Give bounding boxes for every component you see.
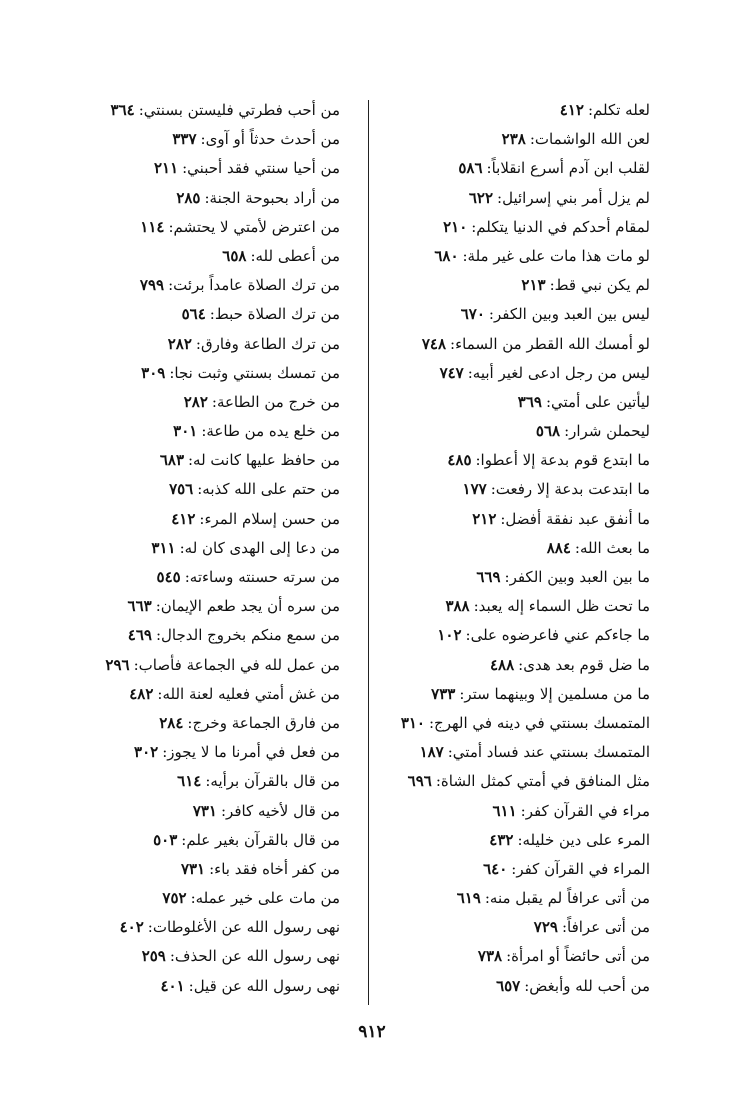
entry-text: من حتم على الله كذبه: (197, 480, 340, 499)
index-entry (395, 709, 650, 738)
index-entry (95, 621, 340, 650)
index-entry (395, 621, 650, 650)
index-entry (95, 242, 340, 271)
entry-text: من أتى حائضاً أو امرأة: (506, 947, 650, 966)
entry-text: ليحملن شرار: (564, 422, 650, 441)
entry-text: مثل المنافق في أمتي كمثل الشاة: (435, 772, 650, 791)
entry-page-number: ٤٨٢ (129, 684, 154, 703)
entry-page-number: ٦٩٦ (407, 772, 432, 791)
entry-text: ما بين العبد وبين الكفر: (504, 568, 650, 586)
column-divider (368, 100, 369, 1005)
entry-page-number: ٧٣١ (180, 859, 206, 878)
entry-page-number: ١١٤ (140, 217, 165, 236)
index-entry (395, 884, 650, 913)
entry-page-number: ٧٤٧ (439, 363, 464, 382)
entry-text: من ترك الصلاة عامداً برئت: (168, 276, 340, 295)
index-entry (95, 300, 340, 329)
entry-text: من مات على خير عمله: (190, 889, 340, 908)
index-entry (395, 417, 650, 446)
entry-page-number: ٧٩٩ (139, 276, 165, 295)
index-entry (95, 767, 340, 796)
index-entry (95, 855, 340, 884)
entry-text: من قال بالقرآن برأيه: (205, 772, 340, 791)
index-entry (95, 154, 340, 183)
index-entry (395, 534, 650, 563)
entry-text: من فارق الجماعة وخرج: (187, 713, 340, 732)
index-entry (95, 446, 340, 475)
entry-text: لو أمسك الله القطر من السماء: (450, 334, 650, 353)
index-entry (395, 797, 650, 826)
index-entry (95, 680, 340, 709)
entry-page-number: ٣٣٧ (172, 130, 197, 149)
entry-text: من خرج من الطاعة: (211, 392, 340, 411)
entry-text: ما جاءكم عني فاعرضوه على: (465, 626, 650, 645)
entry-text: من أتى عرافاً: (561, 918, 650, 937)
index-entry (95, 884, 340, 913)
entry-text: من أحيا سنتي فقد أحبني: (182, 159, 340, 178)
entry-text: ما تحت ظل السماء إله يعبد: (473, 597, 650, 616)
entry-text: من ترك الصلاة حبط: (209, 305, 340, 324)
entry-page-number: ٤٣٢ (489, 830, 514, 849)
entry-text: لمقام أحدكم في الدنيا يتكلم: (471, 217, 650, 236)
index-entry (95, 826, 340, 855)
entry-page-number: ٣٦٩ (517, 392, 542, 411)
entry-text: ما بعث الله: (574, 538, 650, 557)
entry-page-number: ٣١٠ (400, 713, 425, 732)
entry-page-number: ٣٠١ (173, 422, 198, 441)
index-entry (395, 680, 650, 709)
entry-page-number: ٧٥٦ (169, 480, 194, 499)
entry-text: لعله تكلم: (587, 101, 650, 119)
index-entry (95, 797, 340, 826)
entry-page-number: ٤٨٨ (489, 655, 515, 674)
entry-page-number: ٢٨٢ (183, 392, 208, 411)
entry-text: نهى رسول الله عن الأغلوطات: (147, 918, 340, 937)
entry-text: المتمسك بسنتي في دينه في الهرج: (428, 713, 650, 732)
index-entry (395, 972, 650, 1001)
entry-page-number: ٨٨٤ (546, 538, 571, 557)
index-entry (95, 913, 340, 942)
entry-text: ما ضل قوم بعد هدى: (518, 655, 650, 674)
entry-page-number: ٦١٩ (456, 889, 481, 908)
entry-text: من أعطى لله: (250, 246, 340, 265)
index-entry (395, 505, 650, 534)
index-entry (95, 184, 340, 213)
entry-text: من تمسك بسنتي وثبت نجا: (169, 363, 340, 382)
entry-text: من سرته حسنته وساءته: (184, 568, 340, 586)
entry-page-number: ٣٠٢ (134, 743, 159, 762)
entry-text: ما ابتدعت بدعة إلا رفعت: (490, 480, 650, 499)
entry-page-number: ١٧٧ (462, 480, 487, 499)
entry-text: مراء في القرآن كفر: (520, 801, 650, 820)
entry-page-number: ٦٧٠ (460, 305, 485, 324)
entry-text: ليس من رجل ادعى لغير أبيه: (467, 363, 650, 382)
index-entry (95, 271, 340, 300)
entry-page-number: ٤١٢ (171, 509, 196, 528)
entry-page-number: ٢٣٨ (501, 130, 526, 149)
index-entry (395, 213, 650, 242)
entry-text: من عمل لله في الجماعة فأصاب: (133, 655, 340, 674)
index-entry (95, 359, 340, 388)
index-entry (95, 709, 340, 738)
entry-page-number: ٢٨٢ (167, 334, 192, 353)
entry-page-number: ٦٨٠ (434, 246, 459, 265)
entry-text: من أحب لله وأبغض: (524, 976, 650, 995)
index-entry (395, 242, 650, 271)
index-entry (95, 563, 340, 592)
entry-text: المراء في القرآن كفر: (511, 859, 650, 878)
index-entry (395, 592, 650, 621)
entry-text: من سره أن يجد طعم الإيمان: (155, 597, 340, 616)
entry-text: من قال لأخيه كافر: (220, 801, 340, 820)
index-entry (395, 96, 650, 125)
entry-text: من قال بالقرآن بغير علم: (181, 830, 340, 849)
entry-page-number: ٧٣٣ (431, 684, 456, 703)
entry-page-number: ٦١٤ (177, 772, 202, 791)
index-entry (95, 330, 340, 359)
entry-text: لم يكن نبي قط: (549, 276, 650, 295)
index-entry (95, 972, 340, 1001)
index-entry (395, 855, 650, 884)
entry-text: المتمسك بسنتي عند فساد أمتي: (447, 743, 650, 762)
index-entry (95, 475, 340, 504)
index-entry (95, 388, 340, 417)
entry-page-number: ٥٦٨ (535, 422, 561, 441)
index-entry (395, 154, 650, 183)
entry-page-number: ٦٦٩ (476, 568, 501, 586)
entry-text: المرء على دين خليله: (517, 830, 650, 849)
entry-text: لعن الله الواشمات: (529, 130, 650, 149)
entry-page-number: ٤١٢ (559, 101, 584, 119)
entry-page-number: ٥٠٣ (153, 830, 178, 849)
entry-page-number: ٤٠١ (160, 976, 185, 995)
entry-text: ليس بين العبد وبين الكفر: (488, 305, 650, 324)
entry-text: من دعا إلى الهدى كان له: (179, 538, 340, 557)
entry-page-number: ٤٦٩ (127, 626, 152, 645)
entry-text: من فعل في أمرنا ما لا يجوز: (162, 743, 340, 762)
index-entry (395, 184, 650, 213)
entry-page-number: ٣١١ (151, 538, 176, 557)
entry-text: ما من مسلمين إلا وبينهما ستر: (459, 684, 650, 703)
entry-text: من حسن إسلام المرء: (199, 509, 340, 528)
index-entry (395, 271, 650, 300)
entry-page-number: ٤٠٢ (119, 918, 144, 937)
index-entry (395, 446, 650, 475)
entry-page-number: ٢١٢ (472, 509, 497, 528)
entry-page-number: ٢١٣ (521, 276, 546, 295)
entry-page-number: ٣٨٨ (445, 597, 470, 616)
entry-page-number: ٦١١ (492, 801, 517, 820)
entry-text: من حافظ عليها كانت له: (188, 451, 340, 470)
index-column-right (395, 96, 650, 1001)
entry-page-number: ٧٣١ (192, 801, 217, 820)
entry-text: نهى رسول الله عن قيل: (188, 976, 340, 995)
entry-page-number: ٤٨٥ (447, 451, 472, 470)
entry-page-number: ٦٦٣ (127, 597, 152, 616)
entry-page-number: ١٨٧ (419, 743, 444, 762)
entry-text: من أحدث حدثاً أو آوى: (200, 130, 340, 149)
entry-text: ما أنفق عبد نفقة أفضل: (500, 509, 650, 528)
entry-text: من خلع يده من طاعة: (201, 422, 340, 441)
index-entry (395, 942, 650, 971)
entry-text: لم يزل أمر بني إسرائيل: (497, 188, 650, 207)
entry-page-number: ١٠٢ (437, 626, 462, 645)
entry-text: من اعترض لأمتي لا يحتشم: (168, 217, 340, 236)
index-entry (395, 330, 650, 359)
entry-page-number: ٦٥٧ (496, 976, 521, 995)
index-entry (95, 96, 340, 125)
entry-page-number: ٦٥٨ (222, 246, 247, 265)
entry-text: ليأتين على أمتي: (545, 392, 650, 411)
entry-page-number: ٧٣٨ (477, 947, 503, 966)
index-entry (95, 213, 340, 242)
index-entry (395, 826, 650, 855)
index-entry (95, 651, 340, 680)
entry-page-number: ٣٦٤ (110, 101, 135, 119)
entry-page-number: ٦٢٢ (468, 188, 494, 207)
entry-page-number: ٢١٠ (443, 217, 468, 236)
entry-page-number: ٢٥٩ (141, 947, 166, 966)
index-entry (395, 563, 650, 592)
entry-page-number: ٥٨٦ (458, 159, 483, 178)
entry-page-number: ٧٢٩ (533, 918, 558, 937)
entry-text: لقلب ابن آدم أسرع انقلاباً: (486, 159, 650, 178)
entry-text: من غش أمتي فعليه لعنة الله: (157, 684, 340, 703)
index-entry (395, 300, 650, 329)
entry-text: من أراد بحبوحة الجنة: (204, 188, 340, 207)
entry-page-number: ٦٤٠ (483, 859, 508, 878)
index-entry (95, 534, 340, 563)
index-entry (95, 942, 340, 971)
index-column-left (95, 96, 340, 1001)
index-entry (395, 388, 650, 417)
entry-page-number: ٧٤٨ (421, 334, 447, 353)
entry-page-number: ٣٠٩ (141, 363, 166, 382)
entry-text: من سمع منكم بخروج الدجال: (155, 626, 340, 645)
index-entry (395, 738, 650, 767)
entry-page-number: ٢٨٥ (176, 188, 201, 207)
index-entry (395, 913, 650, 942)
entry-text: لو مات هذا مات على غير ملة: (462, 246, 650, 265)
entry-text: نهى رسول الله عن الحذف: (169, 947, 340, 966)
index-entry (95, 505, 340, 534)
entry-text: من أحب فطرتي فليستن بسنتي: (138, 101, 340, 119)
index-entry (395, 651, 650, 680)
entry-text: من أتى عرافاً لم يقبل منه: (484, 889, 650, 908)
entry-page-number: ٢١١ (153, 159, 179, 178)
index-entry (95, 738, 340, 767)
entry-text: ما ابتدع قوم بدعة إلا أعطوا: (475, 451, 650, 470)
entry-text: من ترك الطاعة وفارق: (195, 334, 340, 353)
entry-page-number: ٢٨٤ (159, 713, 184, 732)
entry-page-number: ٢٩٦ (105, 655, 130, 674)
page-number: ٩١٢ (358, 1022, 386, 1042)
index-entry (395, 359, 650, 388)
index-entry (95, 592, 340, 621)
entry-page-number: ٥٦٤ (181, 305, 206, 324)
entry-page-number: ٦٨٣ (159, 451, 184, 470)
index-entry (395, 475, 650, 504)
index-entry (395, 767, 650, 796)
entry-page-number: ٥٤٥ (156, 568, 181, 586)
index-entry (395, 125, 650, 154)
entry-text: من كفر أخاه فقد باء: (209, 859, 340, 878)
index-entry (95, 417, 340, 446)
index-entry (95, 125, 340, 154)
entry-page-number: ٧٥٢ (162, 889, 187, 908)
